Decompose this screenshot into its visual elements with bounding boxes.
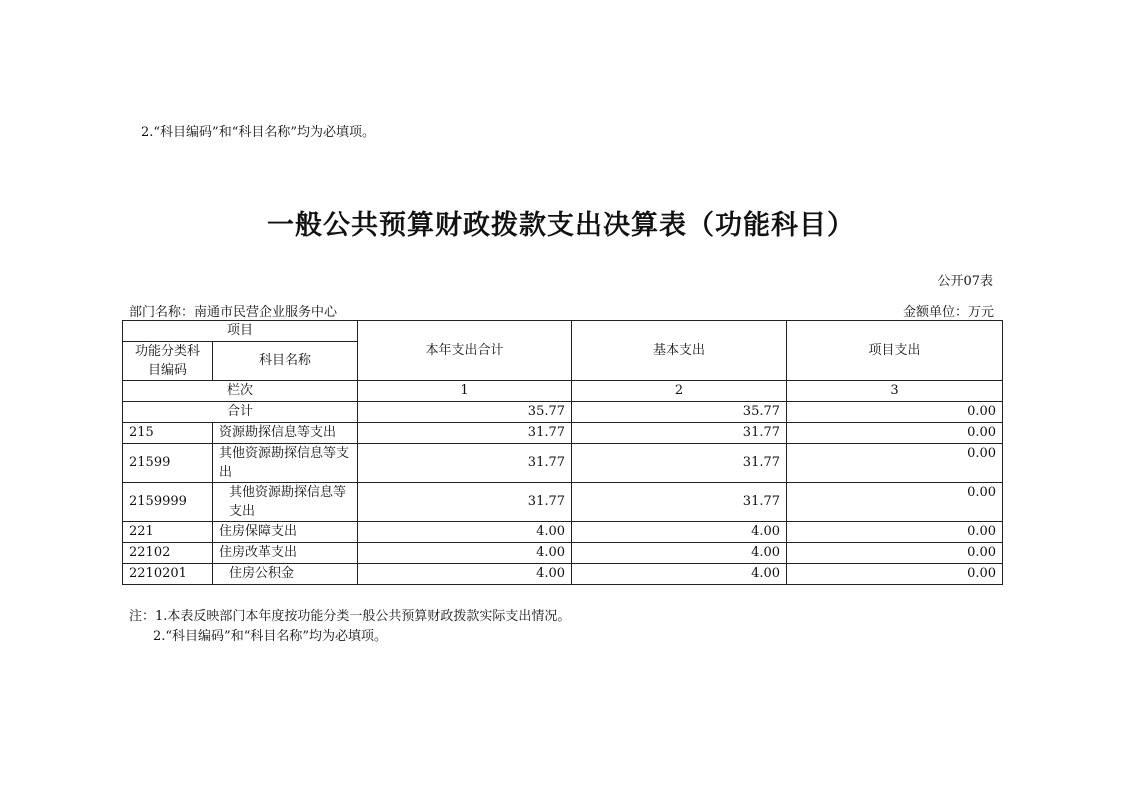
row-basic: 4.00 bbox=[572, 564, 787, 585]
col1-no: 1 bbox=[358, 381, 572, 402]
header-func-code: 功能分类科目编码 bbox=[123, 342, 213, 381]
table-row bbox=[123, 483, 1003, 522]
row-basic: 4.00 bbox=[572, 543, 787, 564]
total-total: 35.77 bbox=[358, 402, 572, 423]
row-project: 0.00 bbox=[787, 543, 1003, 564]
header-basic: 基本支出 bbox=[572, 321, 787, 381]
header-item: 项目 bbox=[123, 321, 358, 342]
row-project: 0.00 bbox=[787, 423, 1003, 444]
row-name: 住房保障支出 bbox=[213, 522, 358, 543]
row-code: 21599 bbox=[123, 444, 213, 483]
total-row bbox=[123, 402, 1003, 423]
note-line-2: 2.“科目编码”和“科目名称”均为必填项。 bbox=[153, 629, 387, 644]
row-code: 22102 bbox=[123, 543, 213, 564]
table-row bbox=[123, 564, 1003, 585]
header-row-1 bbox=[123, 321, 1003, 342]
row-name: 资源勘探信息等支出 bbox=[213, 423, 358, 444]
row-name: 其他资源勘探信息等支出 bbox=[213, 483, 358, 522]
row-no-label: 栏次 bbox=[123, 381, 358, 402]
row-name: 其他资源勘探信息等支出 bbox=[213, 444, 358, 483]
row-total: 4.00 bbox=[358, 522, 572, 543]
header-subject-name: 科目名称 bbox=[213, 342, 358, 381]
row-total: 31.77 bbox=[358, 423, 572, 444]
row-project: 0.00 bbox=[787, 564, 1003, 585]
row-name: 住房公积金 bbox=[213, 564, 358, 585]
header-project: 项目支出 bbox=[787, 321, 1003, 381]
amount-unit: 金额单位：万元 bbox=[902, 305, 994, 320]
table-row bbox=[123, 444, 1003, 483]
row-total: 4.00 bbox=[358, 564, 572, 585]
row-code: 221 bbox=[123, 522, 213, 543]
top-note: 2.“科目编码”和“科目名称”均为必填项。 bbox=[141, 125, 375, 140]
expenditure-table bbox=[122, 320, 1003, 585]
note-line-1: 注：1.本表反映部门本年度按功能分类一般公共预算财政拨款实际支出情况。 bbox=[129, 609, 571, 624]
header-total: 本年支出合计 bbox=[358, 321, 572, 381]
row-code: 215 bbox=[123, 423, 213, 444]
col2-no: 2 bbox=[572, 381, 787, 402]
row-total: 4.00 bbox=[358, 543, 572, 564]
department-name: 部门名称：南通市民营企业服务中心 bbox=[129, 305, 338, 320]
row-name: 住房改革支出 bbox=[213, 543, 358, 564]
row-code: 2159999 bbox=[123, 483, 213, 522]
row-basic: 31.77 bbox=[572, 483, 787, 522]
total-basic: 35.77 bbox=[572, 402, 787, 423]
row-basic: 31.77 bbox=[572, 444, 787, 483]
row-project: 0.00 bbox=[787, 522, 1003, 543]
column-number-row bbox=[123, 381, 1003, 402]
row-project: 0.00 bbox=[787, 444, 1003, 483]
total-project: 0.00 bbox=[787, 402, 1003, 423]
total-label: 合计 bbox=[123, 402, 358, 423]
row-project: 0.00 bbox=[787, 483, 1003, 522]
table-row bbox=[123, 543, 1003, 564]
form-number: 公开07表 bbox=[937, 274, 993, 289]
row-total: 31.77 bbox=[358, 483, 572, 522]
row-total: 31.77 bbox=[358, 444, 572, 483]
row-basic: 31.77 bbox=[572, 423, 787, 444]
page-title: 一般公共预算财政拨款支出决算表（功能科目） bbox=[267, 210, 855, 241]
col3-no: 3 bbox=[787, 381, 1003, 402]
row-code: 2210201 bbox=[123, 564, 213, 585]
table-row bbox=[123, 522, 1003, 543]
row-basic: 4.00 bbox=[572, 522, 787, 543]
table-row bbox=[123, 423, 1003, 444]
